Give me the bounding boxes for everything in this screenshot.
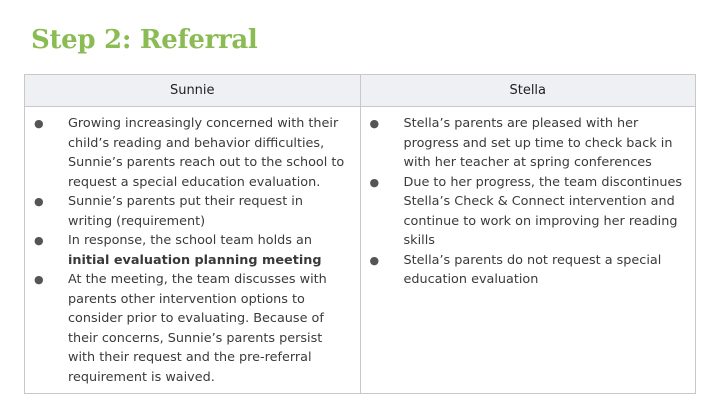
list-item [369,173,686,251]
bullet-icon: ● [369,175,380,189]
list-item-text [68,233,322,268]
list-item [369,251,686,290]
bullet-icon: ● [369,117,380,130]
list-item-text: Growing increasingly concerned with their child’s reading and behavior difficulties, Sunnie’s parents reach out to the school to request a special education evaluation. [68,116,345,190]
list-item [33,231,350,270]
list-item-text: Sunnie’s parents put their request in writing (requirement) [68,194,303,229]
list-item-text: Due to her progress, the team discontinues Stella’s Check & Connect intervention and continue to work on improving her reading skills [403,174,683,248]
stella-bullet-list [369,114,686,290]
sunnie-bullet-list [33,114,350,387]
table-row [25,107,696,394]
bullet-icon: ● [34,273,44,286]
table-header-row [25,75,696,107]
list-item-text: At the meeting, the team discusses with parents other intervention options to consider prior to evaluating. Because of their concerns, Sunnie’s parents persist with their request and the pre-referral requirement is waived. [68,272,327,385]
slide-title: Step 2: Referral [31,25,258,55]
list-item [33,270,350,387]
stella-cell [360,107,696,394]
list-item [369,114,686,173]
bullet-icon: ● [34,117,44,130]
comparison-table [24,74,696,394]
bullet-icon: ● [34,234,44,247]
list-item [33,192,350,231]
bullet-icon: ● [369,253,380,267]
list-item-text: Stella’s parents are pleased with her progress and set up time to check back in with her teacher at spring conferences [403,116,673,170]
column-header-sunnie: Sunnie [25,75,361,107]
sunnie-cell [25,107,361,394]
column-header-stella: Stella [360,75,696,107]
bullet-icon: ● [34,195,44,208]
list-item [33,114,350,192]
list-item-text-plain: In response, the school team holds an [68,233,312,248]
list-item-text: Stella’s parents do not request a special education evaluation [403,252,662,287]
list-item-text-bold: initial evaluation planning meeting [68,252,322,268]
